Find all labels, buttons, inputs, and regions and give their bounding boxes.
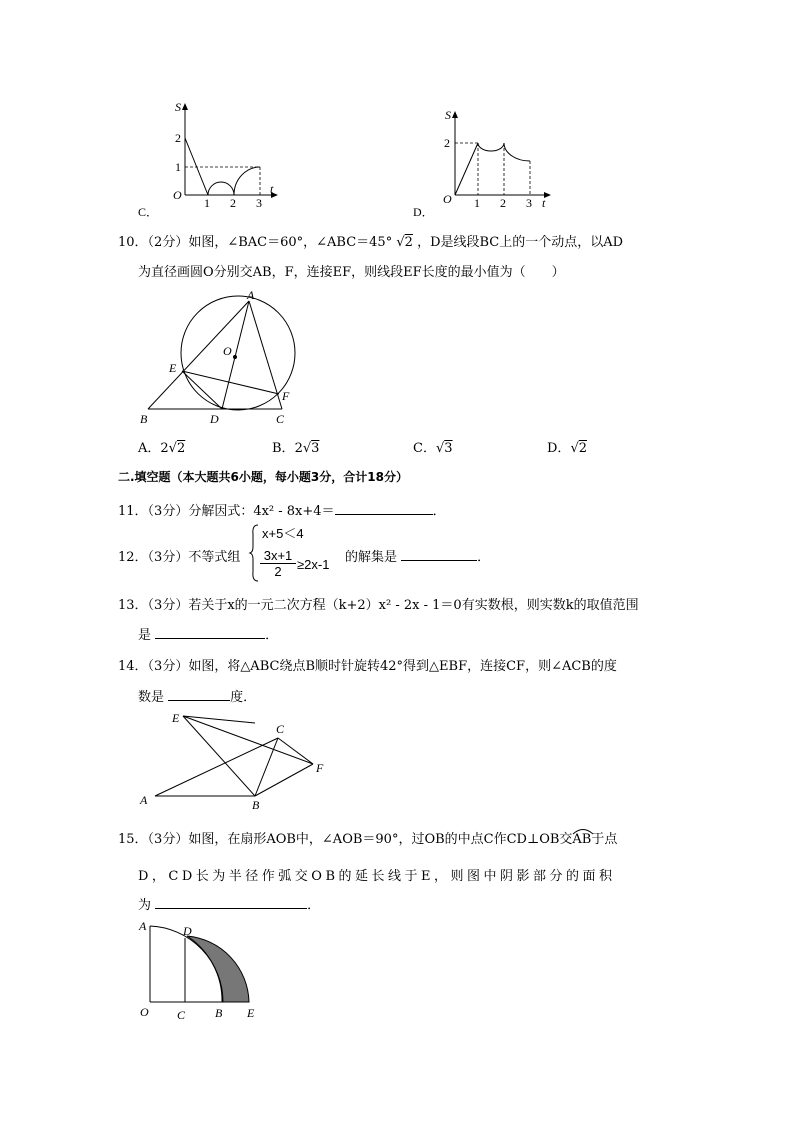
svg-text:2: 2	[444, 136, 450, 150]
q13-line1: 13．（3分）若关于x的一元二次方程（k+2）x² - 2x - 1＝0有实数根，则实数k的取值范围	[118, 598, 639, 613]
svg-text:t: t	[542, 196, 546, 210]
q10-text-a: 10．（2分）如图，∠BAC＝60°，∠ABC＝45°	[118, 235, 393, 250]
svg-text:D: D	[183, 924, 192, 938]
q10-option-c[interactable]: C．√3	[413, 441, 453, 456]
q12-prefix: 12．（3分）不等式组	[118, 550, 241, 565]
q15-line1: 15．（3分）如图，在扇形AOB中，∠AOB＝90°，过OB的中点C作CD⊥OB交 AB于点	[118, 828, 617, 847]
q12-fraction	[260, 548, 296, 579]
graph-c-svg	[120, 95, 420, 215]
q10-option-a[interactable]: A．2√2	[138, 441, 186, 456]
q10-text-b: ，D是线段BC上的一个动点，以AD	[417, 235, 624, 250]
svg-text:O: O	[173, 188, 182, 202]
q14-line2: 数是 度．	[138, 690, 257, 705]
q11: 11．（3分）分解因式：4x² - 8x+4＝ ．	[118, 504, 446, 519]
svg-text:2: 2	[500, 196, 506, 210]
svg-text:2: 2	[230, 196, 236, 210]
arc-icon	[572, 827, 594, 835]
brace-icon	[250, 524, 260, 582]
y-arrow-icon	[452, 111, 458, 118]
q10-line1	[118, 231, 623, 250]
svg-text:2: 2	[175, 131, 181, 145]
svg-text:F: F	[282, 389, 290, 403]
section-heading: 二.填空题（本大题共6小题，每小题3分，合计18分）	[118, 470, 408, 484]
svg-text:C: C	[177, 1008, 186, 1022]
q12-ineq1: x+5＜4	[262, 526, 304, 541]
svg-text:B: B	[215, 1006, 223, 1020]
q11-answer-blank[interactable]	[335, 502, 433, 515]
svg-text:O: O	[443, 192, 452, 206]
svg-text:A: A	[247, 288, 255, 302]
svg-text:C: C	[276, 412, 285, 426]
q14-line1: 14．（3分）如图，将△ABC绕点B顺时针旋转42°得到△EBF，连接CF，则∠ACB的度	[118, 659, 617, 674]
q15-answer-blank[interactable]	[155, 896, 307, 909]
q15-figure	[135, 918, 295, 1023]
svg-text:E: E	[172, 711, 180, 725]
q10-figure	[140, 285, 340, 435]
sqrt-2: √2	[396, 235, 413, 250]
svg-text:F: F	[316, 761, 324, 775]
svg-text:B: B	[252, 798, 260, 812]
shaded-region	[187, 936, 249, 1002]
svg-text:O: O	[140, 1005, 149, 1019]
q10-line2: 为直径画圆O分别交AB，F，连接EF，则线段EF长度的最小值为（ ）	[138, 265, 565, 280]
svg-text:t: t	[270, 182, 274, 196]
svg-text:D: D	[210, 412, 219, 426]
svg-text:S: S	[445, 108, 451, 122]
y-arrow-icon	[182, 103, 188, 110]
q12-suffix: 的解集是 ．	[345, 550, 491, 565]
q10-option-b[interactable]: B．2√3	[272, 441, 320, 456]
q12-ineq2: ≥2x-1	[297, 557, 330, 572]
svg-text:E: E	[169, 361, 177, 375]
q15-line3: 为 ．	[138, 898, 321, 913]
svg-text:S: S	[175, 100, 181, 114]
q13-answer-blank[interactable]	[155, 626, 265, 639]
q14-figure	[140, 708, 340, 813]
q12-frac-num: 3x+1	[260, 548, 296, 564]
q11-text: 11．（3分）分解因式：4x² - 8x+4＝	[118, 504, 335, 519]
q12-answer-blank[interactable]	[401, 548, 477, 561]
svg-text:B: B	[140, 412, 148, 426]
svg-text:O: O	[223, 344, 232, 358]
q15-line2: D，CD长为半径作弧交OB的延长线于E，则图中阴影部分的面积	[138, 869, 616, 884]
q14-answer-blank[interactable]	[168, 688, 230, 701]
option-d-label: D．	[413, 205, 434, 219]
option-c-label: C．	[138, 205, 159, 219]
svg-text:E: E	[247, 1006, 255, 1020]
svg-text:1: 1	[204, 196, 210, 210]
q12-frac-den: 2	[274, 564, 282, 579]
q13-line2: 是 ．	[138, 628, 279, 643]
svg-text:A: A	[139, 919, 147, 933]
arc-ab-label: AB	[572, 832, 592, 847]
svg-text:C: C	[276, 722, 285, 736]
svg-text:3: 3	[526, 196, 532, 210]
graph-d-svg	[390, 95, 590, 215]
svg-text:A: A	[140, 793, 148, 807]
q10-option-d[interactable]: D．√2	[547, 441, 588, 456]
svg-text:3: 3	[256, 196, 262, 210]
svg-text:1: 1	[474, 196, 480, 210]
svg-text:1: 1	[175, 160, 181, 174]
